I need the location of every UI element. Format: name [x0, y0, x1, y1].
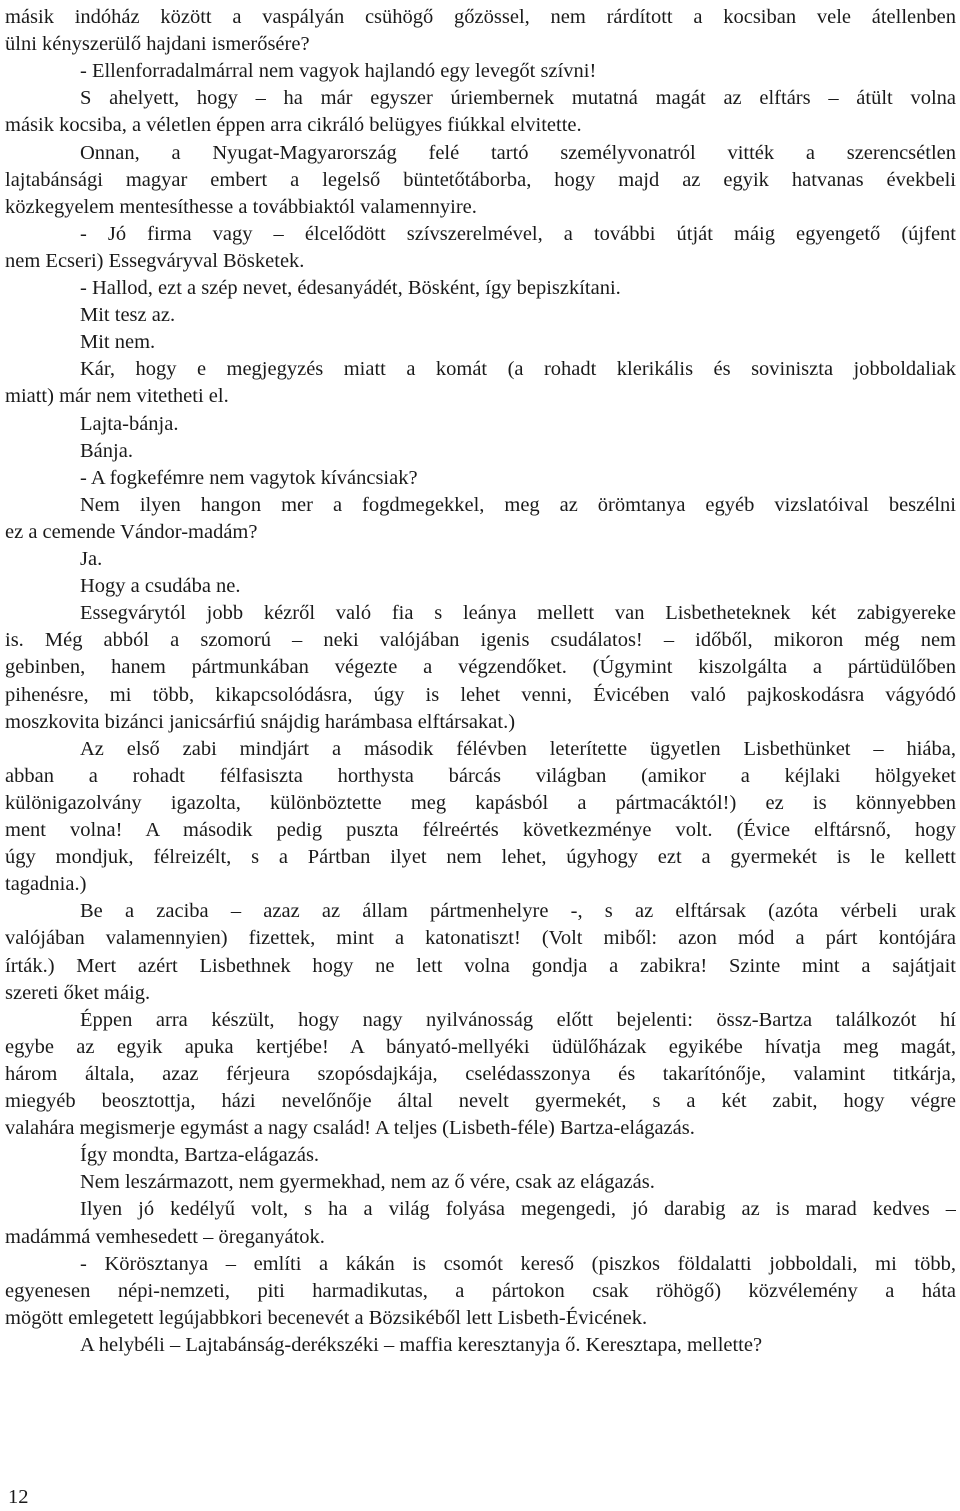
text-line: Éppen arra készült, hogy nagy nyilvánosság előtt bejelenti: össz-Bartza találkozót hí — [80, 1008, 956, 1031]
text-line: Lajta-bánja. — [80, 412, 179, 435]
text-line: Nem leszármazott, nem gyermekhad, nem az ő vére, csak az elágazás. — [80, 1171, 655, 1194]
text-line: különigazolvány igazolta, különböztette meg kapásból a pártmacáktól!) ez is könnyebben — [5, 791, 956, 814]
text-line: abban a rohadt félfasiszta horthysta bárcás világban (amikor a kéjlaki hölgyeket — [5, 764, 956, 787]
text-line: Kár, hogy e megjegyzés miatt a komát (a rohadt klerikális és soviniszta jobboldaliak — [80, 358, 956, 381]
text-line: másik kocsiba, a véletlen éppen arra cikráló belügyes fiúkkal elvitette. — [5, 114, 582, 137]
text-line: mögött emlegetett legújabbkori becenevét a Bözsikéből lett Lisbeth-Évicének. — [5, 1306, 648, 1329]
text-line: írták.) Mert azért Lisbethnek hogy ne lett volna gondja a zabikra! Szinte mint a sajátjait — [5, 954, 956, 977]
text-line: egybe az egyik apuka kertjébe! A bányató-mellyéki üdülőházak egyikébe hívatja meg magát, — [5, 1035, 956, 1058]
text-line: Az első zabi mindjárt a második félévben leterítette ügyetlen Lisbethünket – hiába, — [80, 737, 956, 760]
text-line: pihenésre, mi több, kikapcsolódásra, úgy is lehet venni, Évicében való pajkoskodásra vágyódó — [5, 683, 956, 706]
text-line: úgy mondjuk, félreizélt, s a Pártban ilyet nem lehet, úgyhogy ezt a gyermekét is le kellett — [5, 846, 956, 869]
text-line: Hogy a csudába ne. — [80, 575, 241, 598]
text-line: Onnan, a Nyugat-Magyarország felé tartó személyvonatról vitték a szerencsétlen — [80, 141, 956, 164]
text-line: három általa, azaz férjeura szopósdajkája, cselédasszonya és takarítónője, valamint titkárja, — [5, 1062, 956, 1085]
page-number: 12 — [8, 1486, 29, 1508]
text-line: egyenesen népi-nemzeti, piti harmadikutas, a pártokon csak röhögő) közvélemény a háta — [5, 1279, 956, 1302]
text-line: A helybéli – Lajtabánság-derékszéki – maffia keresztanyja ő. Keresztapa, mellette? — [80, 1333, 763, 1356]
text-line: közkegyelem mentesíthesse a továbbiaktól valamennyire. — [5, 195, 477, 218]
text-line: - Körösztanya – említi a kákán is csomót kereső (piszkos földalatti jobboldali, mi több, — [80, 1252, 956, 1275]
text-line: - Ellenforradalmárral nem vagyok hajlandó egy levegőt szívni! — [80, 60, 597, 83]
text-line: Be a zaciba – azaz az állam pártmenhelyre -, s az elftársak (azóta vérbeli urak — [80, 900, 956, 923]
text-line: ment volna! A második pedig puszta félreértés következménye volt. (Évice elftársnő, hogy — [5, 819, 956, 841]
text-line: S ahelyett, hogy – ha már egyszer úriembernek mutatná magát az elftárs – átült volna — [80, 87, 956, 110]
text-line: is. Még abból a szomorú – neki valójában igenis csudálatos! – időből, mikoron még nem — [5, 629, 956, 652]
text-line: - Hallod, ezt a szép nevet, édesanyádét, Bösként, így bepiszkítani. — [80, 277, 621, 299]
text-line: nem Ecseri) Essegváryval Bösketek. — [5, 249, 305, 272]
text-line: Ja. — [80, 548, 103, 570]
text-line: valójában valamennyien) fizettek, mint a katonatiszt! (Volt miből: azon mód a párt kontójára — [5, 927, 956, 950]
text-line: Ilyen jó kedélyű volt, s ha a világ folyása megengedi, jó darabig az is marad kedves – — [80, 1198, 956, 1221]
text-line: tagadnia.) — [5, 873, 87, 896]
text-line: Essegvárytól jobb kézről való fia s leánya mellett van Lisbetheteknek két zabigyereke — [80, 602, 956, 625]
text-line: miegyéb beosztottja, házi nevelőnője által nevelt gyermekét, s a két zabit, hogy végre — [5, 1090, 956, 1112]
text-line: szereti őket máig. — [5, 981, 151, 1004]
text-line: Nem ilyen hangon mer a fogdmegekkel, meg az örömtanya egyéb vizslatóival beszélni — [80, 493, 956, 516]
text-line: ülni kényszerülő hajdani ismerősére? — [5, 33, 310, 56]
text-line: valahára megismerje egymást a nagy család! A teljes (Lisbeth-féle) Bartza-elágazás. — [5, 1117, 695, 1140]
text-line: - Jó firma vagy – élcelődött szívszerelmével, a további útját máig egyengető (újfent — [80, 222, 956, 245]
text-line: Mit tesz az. — [80, 304, 176, 327]
text-line: Mit nem. — [80, 331, 156, 354]
text-line: lajtabánsági magyar embert a legelső büntetőtáborba, hogy majd az egyik hatvanas évekbeli — [5, 168, 956, 191]
text-line: miatt) már nem vitetheti el. — [5, 385, 229, 408]
text-line: madámmá vemhesedett – öreganyátok. — [5, 1225, 325, 1248]
text-line: ez a cemende Vándor-madám? — [5, 520, 258, 543]
text-line: - A fogkefémre nem vagytok kíváncsiak? — [80, 466, 418, 489]
text-line: Így mondta, Bartza-elágazás. — [80, 1144, 320, 1167]
text-line: moszkovita bizánci janicsárfiú snájdig harámbasa elftársakat.) — [5, 710, 516, 733]
text-line: másik indóház között a vaspályán csühögő gőzössel, nem rárdított a kocsiban vele átellenben — [5, 6, 956, 28]
text-line: gebinben, hanem pártmunkában végezte a végzendőket. (Úgymint kiszolgálta a pártüdülőben — [5, 656, 956, 679]
text-line: Bánja. — [80, 439, 133, 462]
